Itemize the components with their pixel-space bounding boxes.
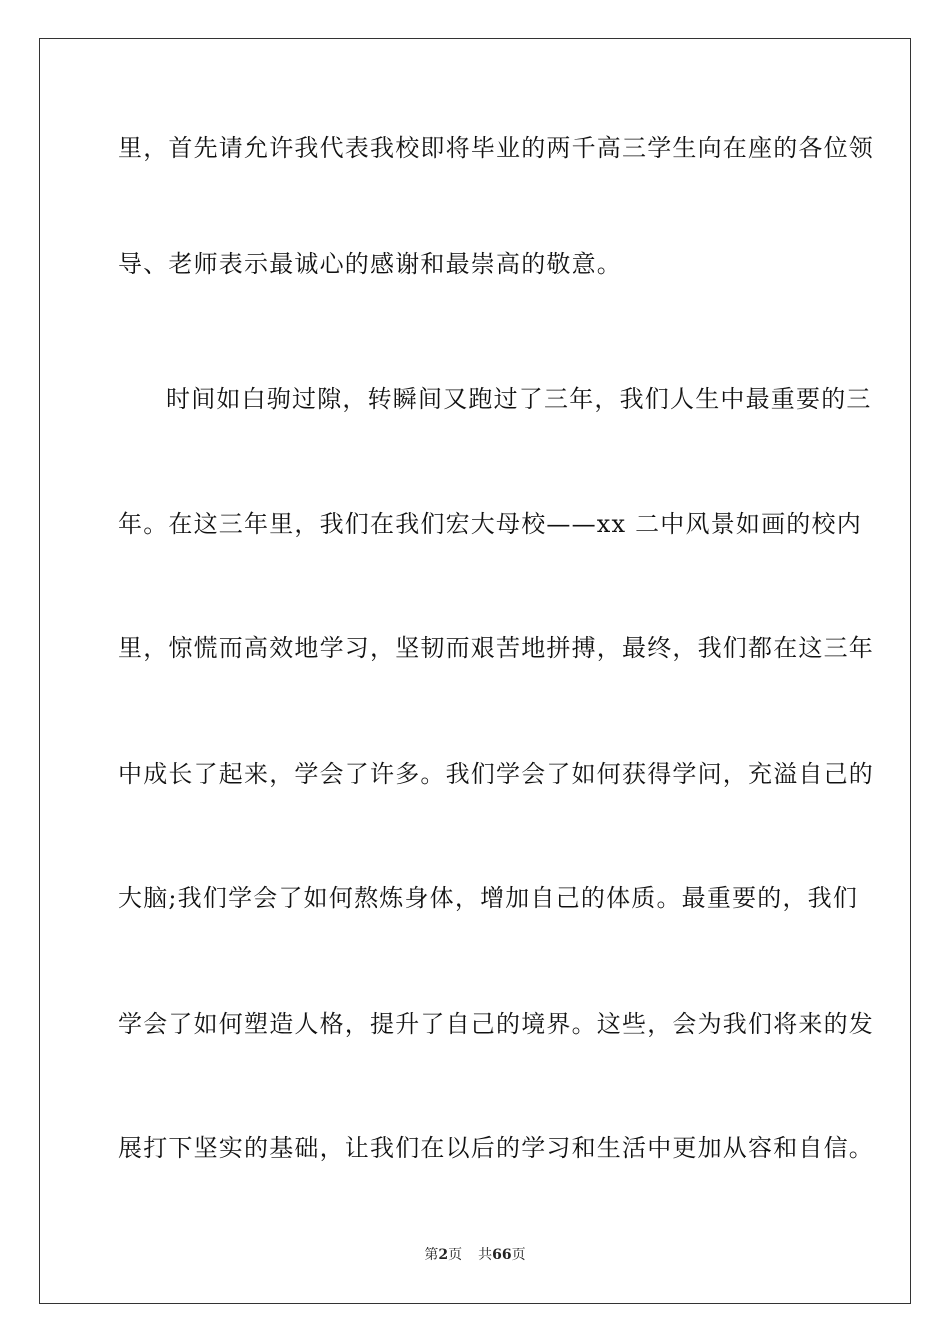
text-line: 里，首先请允许我代表我校即将毕业的两千高三学生向在座的各位领 [118, 134, 874, 162]
total-prefix: 共 [478, 1247, 493, 1263]
text-line: 学会了如何塑造人格，提升了自己的境界。这些，会为我们将来的发 [118, 1010, 874, 1038]
text-line: 时间如白驹过隙，转瞬间又跑过了三年，我们人生中最重要的三 [166, 385, 872, 413]
page-border [39, 38, 911, 1304]
total-suffix: 页 [511, 1247, 526, 1263]
page-number: 2 [438, 1247, 449, 1263]
text-line: 中成长了起来，学会了许多。我们学会了如何获得学问，充溢自己的 [118, 760, 874, 788]
page-suffix: 页 [448, 1247, 463, 1263]
text-line: 大脑;我们学会了如何熬炼身体，增加自己的体质。最重要的，我们 [118, 884, 859, 912]
total-pages: 66 [492, 1247, 512, 1263]
text-line: 里，惊慌而高效地学习，坚韧而艰苦地拼搏，最终，我们都在这三年 [118, 634, 874, 662]
text-line: 年。在这三年里，我们在我们宏大母校——xx 二中风景如画的校内 [118, 510, 862, 538]
page-footer [0, 1245, 950, 1265]
text-line: 导、老师表示最诚心的感谢和最崇高的敬意。 [118, 250, 622, 278]
page-prefix: 第 [424, 1247, 439, 1263]
text-line: 展打下坚实的基础，让我们在以后的学习和生活中更加从容和自信。 [118, 1134, 874, 1162]
